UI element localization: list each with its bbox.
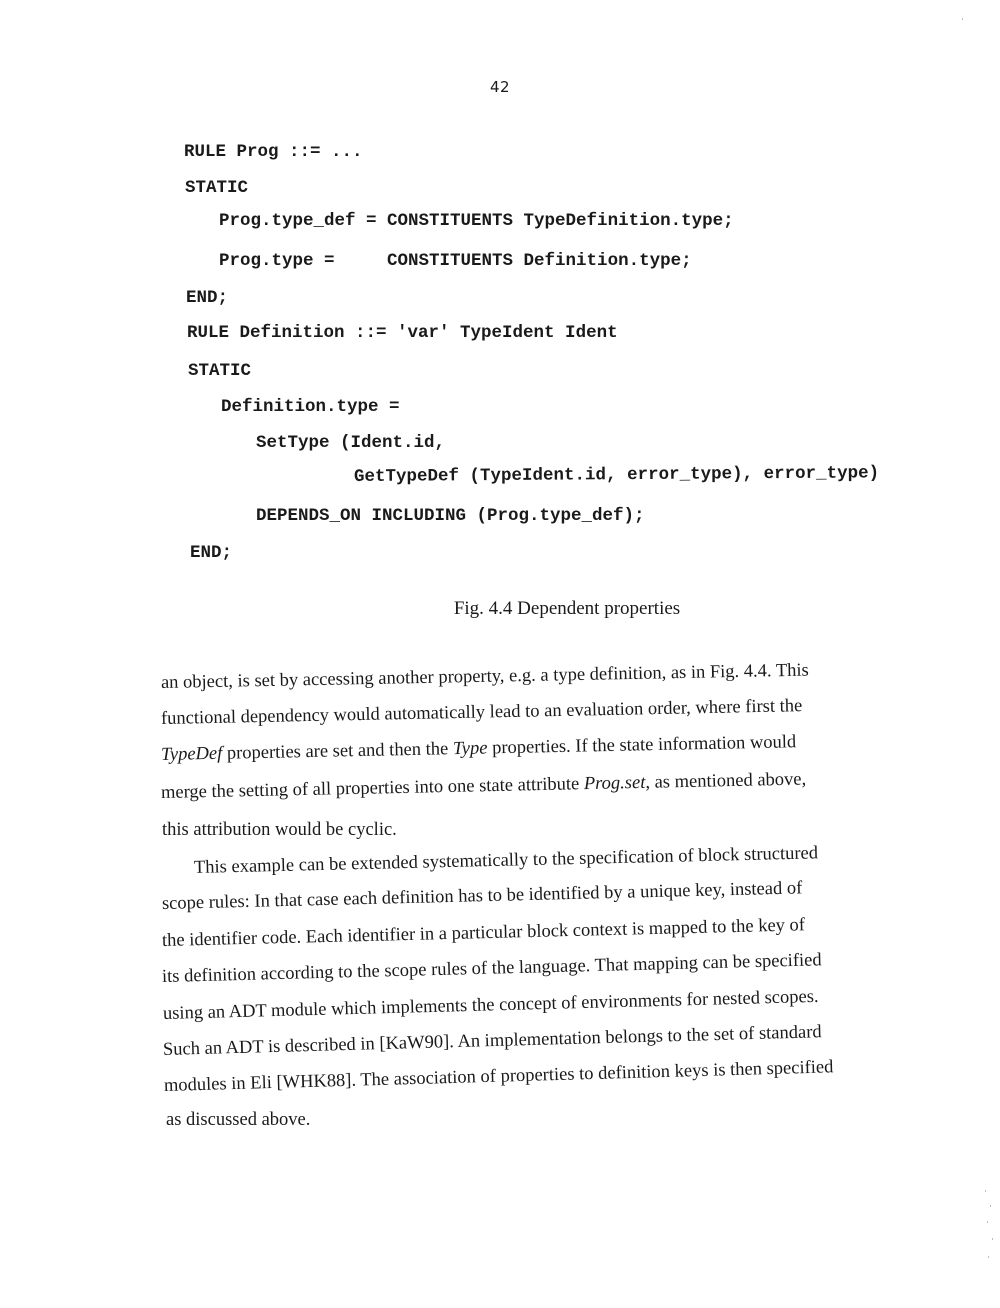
text-line: scope rules: In that case each definition has to be identified by a unique key, instead of	[161, 878, 803, 914]
text-span: , as mentioned above,	[645, 769, 807, 793]
text-line: using an ADT module which implements the concept of environments for nested scopes.	[162, 986, 819, 1024]
scan-speck	[988, 1256, 989, 1258]
scan-speck	[990, 1205, 991, 1207]
figure-caption: Fig. 4.4 Dependent properties	[453, 598, 681, 619]
text-line: an object, is set by accessing another property, e.g. a type definition, as in Fig. 4.4. This	[160, 660, 809, 693]
scan-speck	[962, 18, 963, 20]
scan-speck	[992, 1238, 993, 1240]
code-line: DEPENDS_ON INCLUDING (Prog.type_def);	[256, 506, 645, 526]
text-line: Such an ADT is described in [KaW90]. An implementation belongs to the set of standard	[162, 1022, 822, 1060]
text-line: the identifier code. Each identifier in a particular block context is mapped to the key of	[161, 915, 806, 951]
text-line: modules in Eli [WHK88]. The association of properties to definition keys is then specified	[163, 1057, 834, 1096]
code-line: SetType (Ident.id,	[256, 433, 446, 453]
text-line	[161, 732, 797, 766]
code-line: Prog.type = CONSTITUENTS Definition.type;	[219, 251, 692, 271]
text-span: merge the setting of all properties into one state attribute	[160, 774, 585, 803]
scan-speck	[985, 1190, 986, 1192]
code-line: STATIC	[185, 178, 249, 198]
code-line: RULE Definition ::= 'var' TypeIdent Ident	[187, 323, 618, 343]
code-line: END;	[190, 543, 233, 563]
code-line: STATIC	[188, 361, 252, 381]
text-line: functional dependency would automatically lead to an evaluation order, where first the	[160, 696, 803, 729]
emphasis-text: Type	[452, 738, 488, 760]
code-line: END;	[186, 288, 229, 308]
emphasis-text: Prog.set	[583, 772, 646, 795]
text-line: This example can be extended systematically to the specification of block structured	[193, 843, 819, 878]
code-line: Prog.type_def = CONSTITUENTS TypeDefinition.type;	[219, 211, 734, 231]
code-line: RULE Prog ::= ...	[184, 142, 363, 162]
text-span: properties. If the state information would	[487, 732, 797, 759]
scan-speck	[987, 1221, 988, 1223]
text-line	[161, 769, 807, 804]
emphasis-text: TypeDef	[160, 743, 223, 765]
text-line: as discussed above.	[166, 1110, 311, 1130]
code-listing	[0, 0, 1000, 563]
text-line: its definition according to the scope rules of the language. That mapping can be specified	[161, 950, 822, 987]
text-span: properties are set and then the	[222, 739, 454, 764]
page-number: 42	[489, 78, 511, 96]
code-line: Definition.type =	[221, 397, 400, 417]
text-line: this attribution would be cyclic.	[162, 820, 397, 840]
code-line: GetTypeDef (TypeIdent.id, error_type), error_type)	[353, 463, 880, 487]
